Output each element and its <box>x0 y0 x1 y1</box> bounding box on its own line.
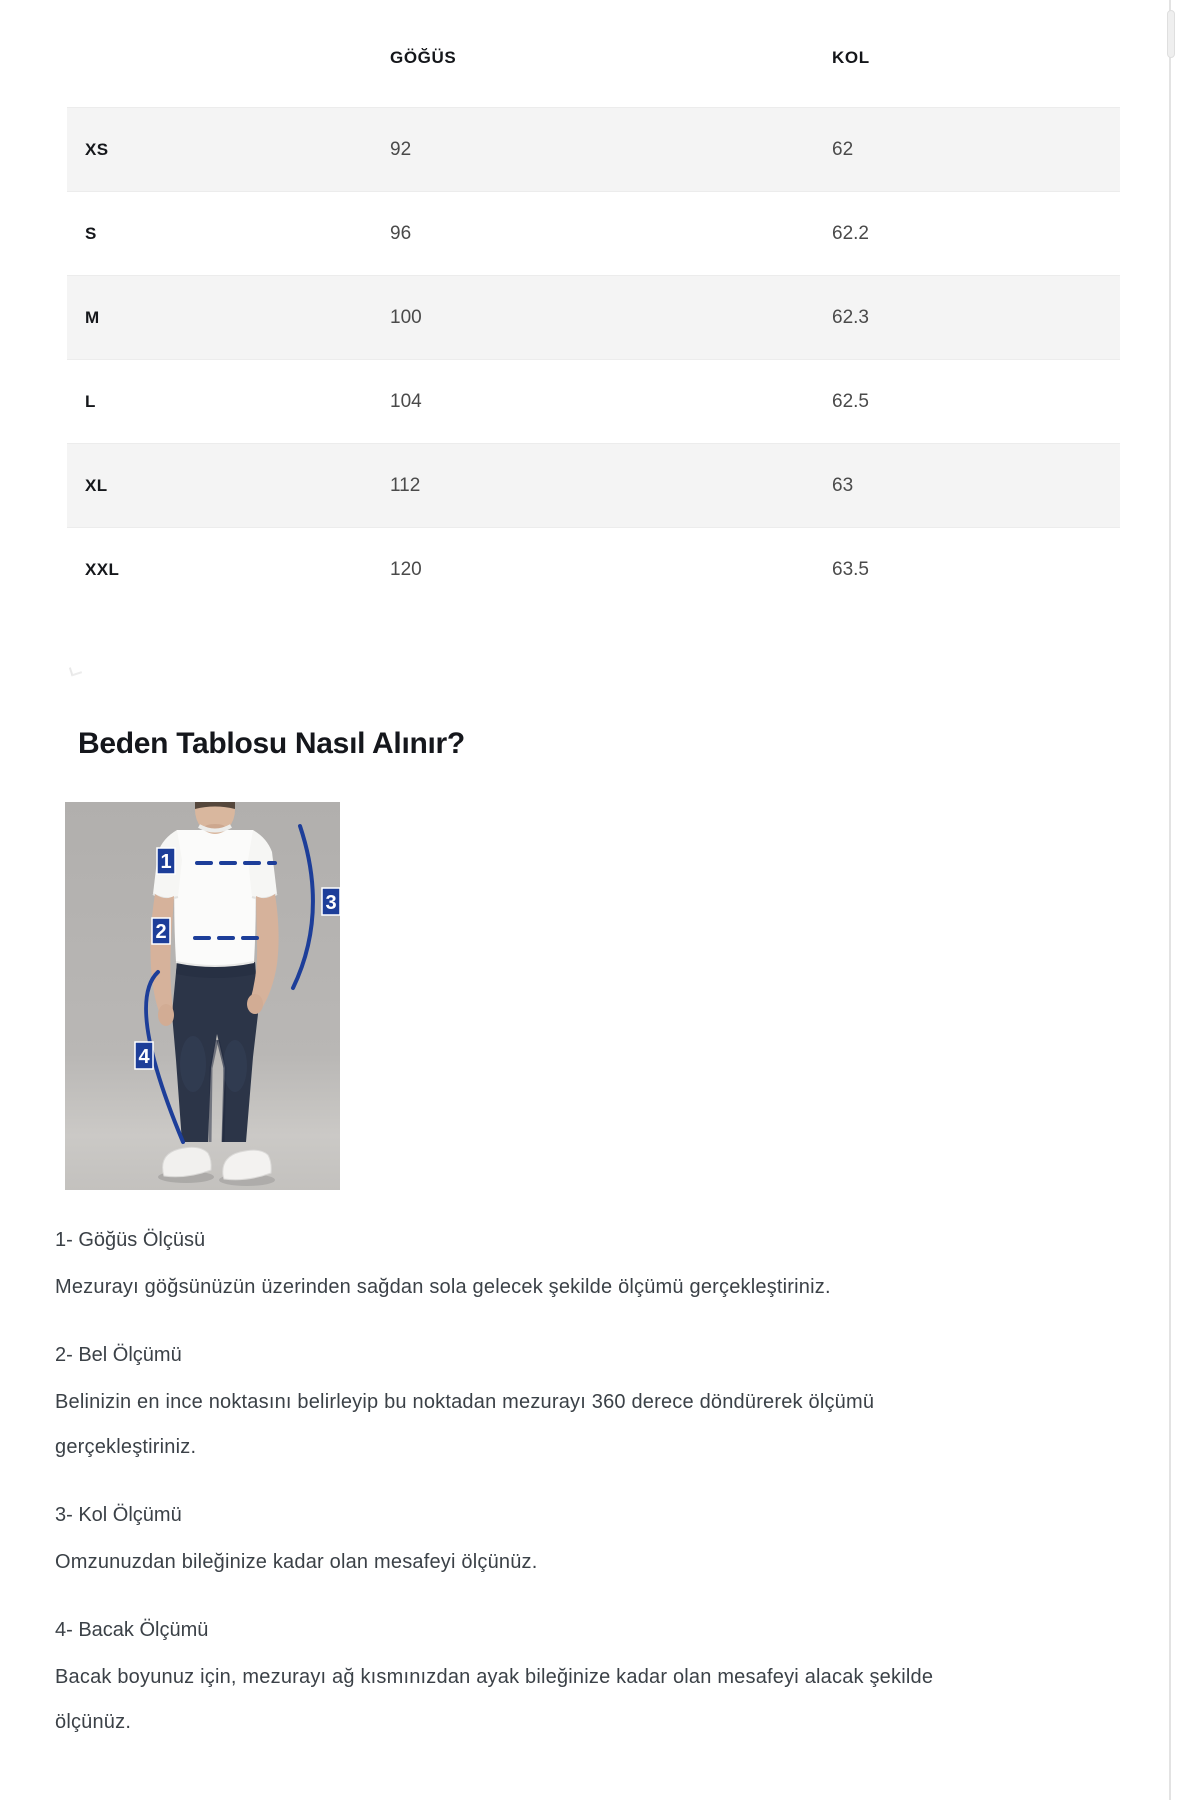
instruction-body: Belinizin en ince noktasını belirleyip bu noktadan mezurayı 360 derece döndürerek ölçümü gerçekleştiriniz. <box>55 1391 875 1458</box>
scrollbar-thumb[interactable] <box>1167 10 1175 58</box>
small-artifact-mark <box>69 665 82 677</box>
instruction-heading: 4- Bacak Ölçümü <box>55 1619 209 1641</box>
kol-value: 62.3 <box>832 306 869 328</box>
instruction-heading: 3- Kol Ölçümü <box>55 1504 182 1526</box>
size-label: XL <box>85 475 108 495</box>
measurement-instructions <box>55 1225 955 1775</box>
svg-text:2: 2 <box>155 921 167 943</box>
gogus-value: 100 <box>390 306 422 328</box>
gogus-value: 120 <box>390 558 422 580</box>
table-row <box>67 107 1120 192</box>
svg-text:4: 4 <box>138 1046 150 1068</box>
gogus-value: 112 <box>390 474 421 496</box>
badge-2 <box>152 918 170 944</box>
gogus-value: 96 <box>390 222 412 244</box>
instruction-body: Omzunuzdan bileğinize kadar olan mesafeyi ölçünüz. <box>55 1551 538 1573</box>
instruction-heading: 1- Göğüs Ölçüsü <box>55 1229 206 1251</box>
badge-4 <box>135 1042 153 1069</box>
size-label: S <box>85 223 97 243</box>
svg-text:1: 1 <box>160 851 172 873</box>
instruction-section <box>55 1225 955 1310</box>
kol-value: 62.5 <box>832 390 869 412</box>
table-row <box>67 528 1120 611</box>
column-header-kol: KOL <box>832 48 870 67</box>
size-table-header <box>67 0 1120 107</box>
table-row <box>67 443 1120 528</box>
measurement-guide-image <box>65 802 340 1190</box>
instruction-body: Bacak boyunuz için, mezurayı ağ kısmınızdan ayak bileğinize kadar olan mesafeyi alacak şekilde ölçünüz. <box>55 1666 934 1733</box>
badge-1 <box>157 848 175 874</box>
instruction-section <box>55 1615 955 1745</box>
instruction-section <box>55 1500 955 1585</box>
scrollbar-track[interactable] <box>1169 0 1171 1800</box>
size-label: XS <box>85 139 109 159</box>
svg-text:3: 3 <box>325 892 337 914</box>
size-table <box>67 0 1120 611</box>
instruction-body: Mezurayı göğsünüzün üzerinden sağdan sola gelecek şekilde ölçümü gerçekleştiriniz. <box>55 1276 831 1298</box>
table-row <box>67 275 1120 360</box>
model-head <box>195 802 235 834</box>
gogus-value: 104 <box>390 390 422 412</box>
column-header-gogus: GÖĞÜS <box>390 48 457 67</box>
size-label: XXL <box>85 559 120 579</box>
page-title: Beden Tablosu Nasıl Alınır? <box>78 727 465 760</box>
instruction-heading: 2- Bel Ölçümü <box>55 1344 182 1366</box>
size-column-spacer <box>67 0 390 48</box>
kol-value: 63.5 <box>832 558 869 580</box>
size-label: M <box>85 307 100 327</box>
table-row <box>67 192 1120 275</box>
table-row <box>67 360 1120 443</box>
badge-3 <box>322 888 340 915</box>
size-label: L <box>85 391 96 411</box>
kol-value: 62 <box>832 138 854 160</box>
kol-value: 62.2 <box>832 222 869 244</box>
gogus-value: 92 <box>390 138 412 160</box>
kol-value: 63 <box>832 474 854 496</box>
instruction-section <box>55 1340 955 1470</box>
